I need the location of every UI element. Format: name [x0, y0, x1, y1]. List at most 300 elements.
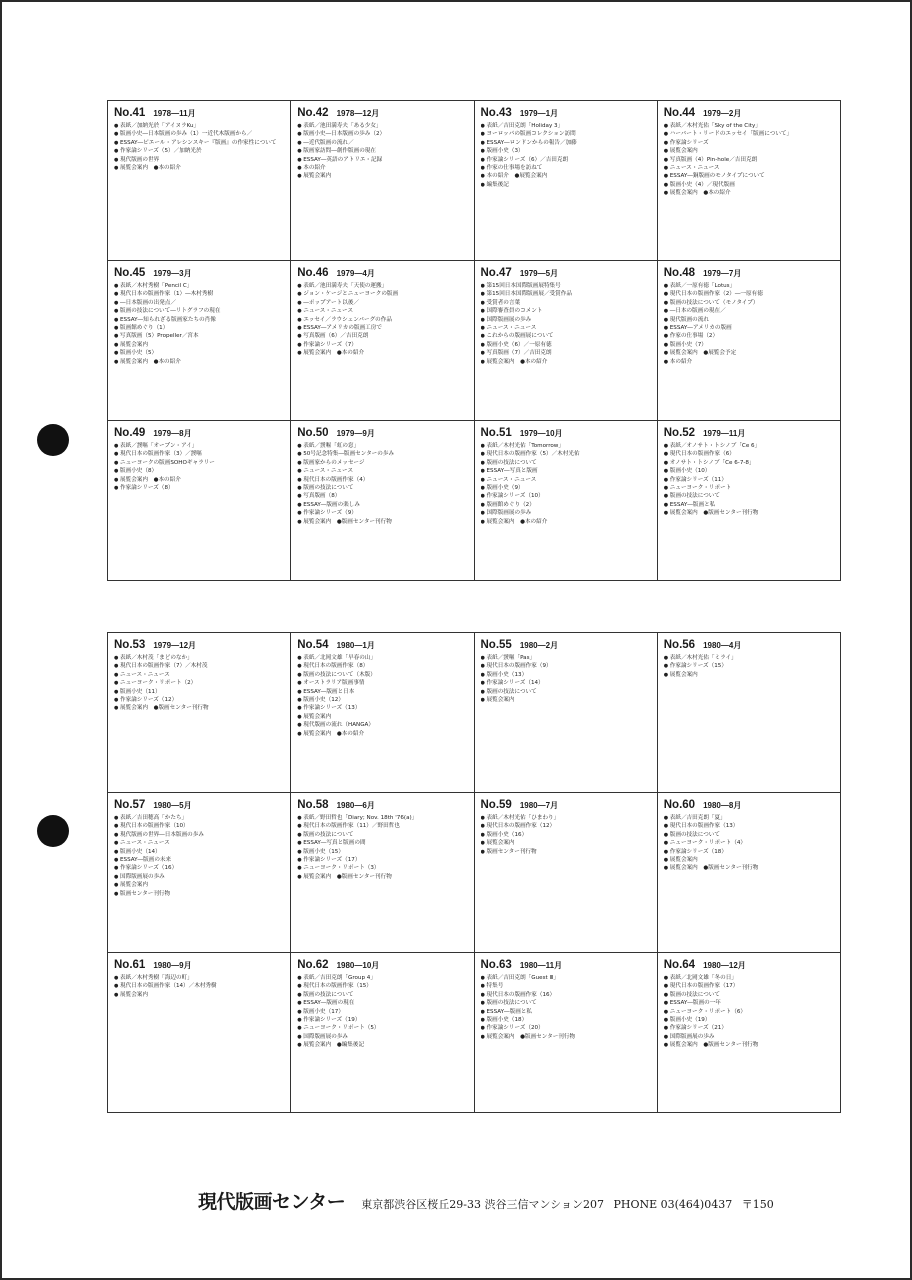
bullet-icon: ● — [114, 688, 119, 695]
contents-item — [297, 679, 468, 687]
contents-item-text: ESSAY―版画の一年 — [669, 1000, 721, 1007]
bullet-icon: ● — [480, 655, 485, 661]
contents-item — [481, 130, 652, 138]
contents-item-text: 版画の技法について―リトグラフの現在 — [120, 308, 221, 315]
issue-number: No.52 — [663, 427, 696, 439]
contents-item-text: ESSAY―ロンドンからの報告／加藤 — [486, 139, 577, 146]
issue-cell — [291, 101, 474, 261]
contents-item — [114, 831, 285, 839]
contents-item — [297, 688, 468, 696]
contents-item-text: ESSAY―ピエール・アレシンスキー『版画』の作家性について — [120, 139, 277, 146]
contents-item — [114, 358, 285, 366]
contents-item — [481, 982, 652, 990]
contents-item-text: 版画小史（5） — [120, 350, 158, 357]
issue-contents — [114, 654, 285, 713]
contents-item — [114, 696, 285, 704]
contents-item-text: ESSAY―写真と版画 — [486, 468, 538, 475]
contents-item-text: 現代日本の版画作家（13） — [669, 823, 739, 830]
issue-cell — [291, 421, 474, 581]
contents-item — [664, 459, 835, 467]
issue-number: No.62 — [297, 959, 329, 971]
issue-contents — [664, 122, 835, 198]
issue-contents — [481, 122, 652, 189]
contents-item — [664, 831, 835, 839]
bullet-icon: ● — [114, 283, 119, 289]
issue-cell — [291, 793, 474, 953]
contents-item — [114, 459, 285, 467]
bullet-icon: ● — [480, 131, 485, 138]
bullet-icon: ● — [663, 443, 669, 449]
contents-item — [114, 864, 285, 872]
bullet-icon: ● — [297, 325, 302, 332]
bullet-icon: ● — [114, 815, 119, 821]
contents-item — [664, 290, 835, 298]
contents-item-text: 国際版画展の歩み — [486, 510, 532, 517]
issue-number: No.47 — [480, 267, 512, 279]
bullet-icon: ● — [480, 139, 485, 146]
contents-item-text: ESSAY―版画の未来 — [120, 857, 172, 864]
contents-item-text: 展覧会案内 ●版画センター刊行物 — [120, 705, 209, 712]
bullet-icon: ● — [114, 341, 119, 348]
contents-item — [481, 316, 652, 324]
contents-item-text: ESSAY―版画の楽しみ — [303, 501, 360, 508]
bullet-icon: ● — [480, 680, 485, 687]
contents-item-text: 作家論シリーズ（10） — [486, 493, 544, 500]
bullet-icon: ● — [114, 299, 119, 306]
contents-item-text: 作家論シリーズ（17） — [303, 857, 361, 864]
bullet-icon: ● — [480, 476, 485, 483]
contents-item-text: 国際審査員のコメント — [486, 308, 543, 315]
contents-item-text: 展覧会案内 — [669, 148, 698, 155]
contents-item-text: 表紙／木村光佑「ミライ」 — [669, 655, 737, 661]
publisher-postal: 〒150 — [741, 1198, 774, 1211]
contents-item — [664, 1024, 835, 1032]
bullet-icon: ● — [114, 663, 119, 670]
contents-item — [297, 662, 468, 670]
contents-item-text: 現代日本の版画作家（7）／木村茂 — [120, 663, 208, 670]
contents-item — [114, 307, 285, 315]
contents-item — [664, 864, 835, 872]
contents-item-text: 版画の技法について — [303, 991, 354, 998]
bullet-icon: ● — [480, 1025, 485, 1032]
bullet-icon: ● — [114, 165, 119, 172]
bullet-icon: ● — [663, 476, 669, 483]
bullet-icon: ● — [480, 459, 485, 466]
issue-header — [114, 267, 285, 279]
contents-item-text: 展覧会案内 — [120, 341, 148, 348]
contents-item — [481, 662, 652, 670]
bullet-icon: ● — [297, 451, 302, 458]
contents-item-text: 表紙／池田満寿夫「ある少女」 — [303, 123, 382, 129]
bullet-icon: ● — [114, 882, 119, 889]
issue-contents — [114, 282, 285, 366]
bullet-icon: ● — [663, 283, 669, 289]
bullet-icon: ● — [297, 730, 302, 737]
contents-item — [664, 172, 835, 180]
bullet-icon: ● — [114, 705, 119, 712]
contents-item — [114, 282, 285, 290]
contents-item — [297, 316, 468, 324]
bullet-icon: ● — [480, 493, 485, 500]
bullet-icon: ● — [480, 283, 485, 289]
contents-item-text: 現代日本の版画作家（12） — [486, 823, 556, 830]
bullet-icon: ● — [297, 831, 302, 838]
issue-number: No.46 — [297, 267, 329, 279]
contents-item — [481, 839, 652, 847]
contents-item — [114, 341, 285, 349]
bullet-icon: ● — [663, 468, 669, 475]
contents-item-text: 版画小史（4）／現代版画 — [669, 181, 735, 188]
contents-item — [114, 164, 285, 172]
issue-contents — [481, 974, 652, 1041]
contents-item-text: 版画の技法について — [669, 991, 720, 998]
bullet-icon: ● — [297, 156, 302, 163]
contents-item-text: 現代日本の版画作家（8） — [303, 663, 369, 670]
contents-item-text: 表紙／木村光佑「Tomorrow」 — [486, 443, 564, 449]
contents-item — [664, 814, 835, 822]
contents-item-text: 版画の技法について（木版） — [303, 671, 376, 678]
issue-date: 1979―5月 — [519, 269, 559, 278]
contents-item-text: 本の紹介 ●展覧会案内 — [486, 173, 548, 180]
contents-item — [114, 982, 285, 990]
contents-item — [664, 492, 835, 500]
bullet-icon: ● — [114, 451, 119, 458]
contents-item-text: ESSAY―版画と私 — [486, 1008, 533, 1015]
issue-number: No.53 — [114, 639, 146, 651]
contents-item-text: 写真版画（4）Pin-hole／吉田克朗 — [669, 156, 758, 163]
contents-item-text: 展覧会案内 ●版画センター刊行物 — [669, 1042, 759, 1049]
issue-date: 1980―7月 — [519, 801, 559, 810]
issue-header — [114, 639, 285, 651]
contents-item — [481, 332, 652, 340]
bullet-icon: ● — [480, 697, 485, 704]
contents-item — [481, 450, 652, 458]
issue-header — [297, 427, 468, 439]
contents-item — [664, 848, 835, 856]
contents-item — [114, 873, 285, 881]
bullet-icon: ● — [114, 655, 119, 661]
issue-header — [664, 639, 835, 651]
contents-item — [297, 341, 468, 349]
issue-contents — [481, 442, 652, 526]
bullet-icon: ● — [297, 823, 302, 830]
contents-item — [664, 282, 835, 290]
contents-item — [297, 1016, 468, 1024]
issue-cell — [475, 101, 658, 261]
contents-item-text: ESSAY―英語のアトリエ・記録 — [303, 156, 383, 163]
contents-item — [481, 139, 652, 147]
contents-item — [481, 181, 652, 189]
bullet-icon: ● — [114, 476, 119, 483]
contents-item-text: ESSAY―知られざる版画家たちの肖像 — [120, 316, 216, 323]
contents-item — [297, 332, 468, 340]
bullet-icon: ● — [114, 991, 119, 998]
bullet-icon: ● — [297, 459, 302, 466]
bullet-icon: ● — [480, 123, 485, 129]
issue-cell — [475, 953, 658, 1113]
bullet-icon: ● — [297, 671, 302, 678]
contents-item-text: 展覧会案内 ●版画センター刊行物 — [486, 1033, 576, 1040]
contents-item-text: ESSAY―写真と版画の間 — [303, 840, 366, 847]
bullet-icon: ● — [114, 308, 119, 315]
bullet-icon: ● — [663, 663, 669, 670]
contents-item-text: ジョン・ケージとニューヨークの版画 — [303, 291, 399, 298]
bullet-icon: ● — [114, 485, 119, 492]
contents-item-text: 展覧会案内 ●版画センター刊行物 — [669, 510, 759, 517]
issue-date: 1979―7月 — [703, 269, 742, 278]
contents-item-text: 現代日本の版画作家（10） — [120, 823, 189, 830]
bullet-icon: ● — [663, 148, 669, 155]
issue-cell — [658, 261, 841, 421]
bullet-icon: ● — [663, 831, 669, 838]
bullet-icon: ● — [297, 873, 302, 880]
bullet-icon: ● — [480, 1017, 485, 1024]
issue-header — [664, 267, 835, 279]
contents-item — [481, 156, 652, 164]
bullet-icon: ● — [297, 680, 302, 687]
issue-header — [114, 427, 285, 439]
contents-item-text: 作家論シリーズ（5）／加納光於 — [120, 148, 202, 155]
bullet-icon: ● — [480, 451, 485, 458]
bullet-icon: ● — [663, 1008, 669, 1015]
bullet-icon: ● — [480, 181, 485, 188]
issue-number: No.63 — [480, 959, 512, 971]
issue-contents — [114, 442, 285, 492]
issue-contents — [297, 282, 468, 358]
contents-item-text: 展覧会案内 ●本の紹介 — [120, 476, 181, 483]
contents-item — [664, 156, 835, 164]
contents-item — [664, 1008, 835, 1016]
bullet-icon: ● — [663, 333, 669, 340]
bullet-icon: ● — [663, 325, 669, 332]
issue-cell — [108, 793, 291, 953]
contents-item-text: ニュース・ニュース — [120, 840, 170, 847]
contents-item — [481, 492, 652, 500]
issue-header — [481, 267, 652, 279]
bullet-icon: ● — [297, 165, 302, 172]
bullet-icon: ● — [114, 671, 119, 678]
issue-number: No.51 — [480, 427, 512, 439]
contents-item-text: 版画家からのメッセージ — [303, 459, 365, 466]
bullet-icon: ● — [663, 975, 669, 981]
contents-item-text: 展覧会案内 ●本の紹介 — [303, 730, 365, 737]
contents-item-text: 現代日本の版画作家（3）／靉嘔 — [120, 451, 202, 458]
contents-item — [297, 1008, 468, 1016]
contents-item — [664, 467, 835, 475]
bullet-icon: ● — [663, 165, 669, 172]
bullet-icon: ● — [663, 173, 669, 180]
contents-item — [114, 974, 285, 982]
bullet-icon: ● — [297, 350, 302, 357]
contents-item-text: 表紙／吉田克朗「夏」 — [669, 815, 726, 821]
contents-item-text: 展覧会案内 — [669, 857, 698, 864]
bullet-icon: ● — [297, 848, 302, 855]
contents-item-text: 版画の技法について — [486, 459, 537, 466]
bullet-icon: ● — [663, 1000, 669, 1007]
contents-item-text: 展覧会案内 ●版画センター刊行物 — [669, 865, 759, 872]
bullet-icon: ● — [114, 890, 119, 897]
bullet-icon: ● — [114, 873, 119, 880]
bullet-icon: ● — [114, 358, 119, 365]
bullet-icon: ● — [297, 697, 302, 704]
contents-item-text: 現代日本の版画作家（14）／木村秀樹 — [120, 983, 217, 990]
bullet-icon: ● — [297, 518, 302, 525]
bullet-icon: ● — [663, 1025, 669, 1032]
issue-date: 1980―9月 — [153, 961, 192, 970]
contents-item — [297, 290, 468, 298]
issue-number: No.43 — [480, 107, 512, 119]
bullet-icon: ● — [297, 468, 302, 475]
contents-item — [114, 991, 285, 999]
contents-item-text: 表紙／池田満寿夫「天使の運搬」 — [303, 283, 388, 289]
issue-cell — [108, 261, 291, 421]
bullet-icon: ● — [663, 291, 669, 298]
bullet-icon: ● — [480, 308, 485, 315]
contents-item-text: 表紙／北岡文雄「早春の山」 — [303, 655, 376, 661]
issue-cell — [291, 261, 474, 421]
issue-contents — [481, 814, 652, 856]
bullet-icon: ● — [480, 983, 485, 990]
contents-item-text: 表紙／木村光佑「ひまわり」 — [486, 815, 560, 821]
issue-contents — [664, 974, 835, 1050]
contents-item-text: 表紙／靉嘔「Pas」 — [486, 655, 536, 661]
contents-item — [114, 476, 285, 484]
contents-item — [664, 822, 835, 830]
contents-item-text: 第15回日本国際版画展／受賞作品 — [486, 291, 572, 298]
contents-item — [114, 688, 285, 696]
contents-item-text: ニューヨークの版画SOHOギャラリー — [120, 459, 215, 466]
contents-item-text: 展覧会案内 ●版画センター刊行物 — [303, 518, 392, 525]
bullet-icon: ● — [297, 1033, 302, 1040]
contents-item — [297, 1033, 468, 1041]
contents-item-text: 本の紹介 — [669, 358, 693, 365]
contents-item-text: 表紙／北岡文雄「冬の日」 — [669, 975, 737, 981]
contents-item-text: 作家論シリーズ（8） — [120, 485, 174, 492]
contents-item-text: 作家論シリーズ（21） — [669, 1025, 727, 1032]
bullet-icon: ● — [114, 148, 119, 155]
contents-item-text: ESSAY―銅版画のモノタイプについて — [669, 173, 765, 180]
bullet-icon: ● — [480, 316, 485, 323]
contents-item-text: 版画小史（19） — [669, 1017, 711, 1024]
issue-contents — [297, 974, 468, 1050]
bullet-icon: ● — [663, 299, 669, 306]
bullet-icon: ● — [297, 1042, 302, 1049]
contents-item-text: ESSAY―アメリカの版画 — [669, 325, 732, 332]
contents-item — [114, 290, 285, 298]
contents-item-text: 表紙／吉田穂高「かたち」 — [120, 815, 188, 821]
contents-item-text: 国際版画展の歩み — [120, 873, 165, 880]
bullet-icon: ● — [297, 443, 302, 449]
contents-item — [481, 442, 652, 450]
bullet-icon: ● — [114, 459, 119, 466]
contents-item-text: 版画小史（17） — [303, 1008, 344, 1015]
bullet-icon: ● — [480, 299, 485, 306]
contents-item-text: 表紙／吉田克朗「Group 4」 — [303, 975, 376, 981]
contents-item — [481, 1016, 652, 1024]
issue-cell — [108, 633, 291, 793]
contents-item — [297, 139, 468, 147]
bullet-icon: ● — [663, 840, 669, 847]
contents-item-text: 国際版画展の歩み — [303, 1033, 349, 1040]
contents-item — [114, 856, 285, 864]
bullet-icon: ● — [297, 485, 302, 492]
contents-item — [114, 814, 285, 822]
bullet-icon: ● — [480, 518, 485, 525]
contents-item — [481, 518, 652, 526]
contents-item-text: 編集後記 — [486, 181, 509, 188]
contents-item — [114, 156, 285, 164]
contents-item-text: 作家の仕事場（2） — [669, 333, 719, 340]
bullet-icon: ● — [663, 459, 669, 466]
contents-item-text: 現代版画の流れ（HANGA） — [303, 722, 374, 729]
contents-item-text: 展覧会案内 — [303, 173, 332, 180]
issue-number: No.64 — [663, 959, 696, 971]
contents-item — [297, 484, 468, 492]
bullet-icon: ● — [663, 848, 669, 855]
contents-item-text: ESSAY―版画と日本 — [303, 688, 355, 695]
issue-grid-lower — [107, 632, 841, 1113]
contents-item-text: 写真版画（6）／吉田克朗 — [303, 333, 369, 340]
issue-number: No.42 — [297, 107, 329, 119]
issue-contents — [664, 654, 835, 679]
bullet-icon: ● — [480, 663, 485, 670]
contents-item — [481, 282, 652, 290]
issue-number: No.56 — [663, 639, 696, 651]
contents-item — [297, 974, 468, 982]
contents-item-text: ニュース・ニュース — [669, 165, 720, 172]
contents-item — [481, 164, 652, 172]
contents-item — [664, 147, 835, 155]
issue-date: 1978―12月 — [336, 109, 380, 118]
contents-item — [481, 991, 652, 999]
issue-cell — [108, 421, 291, 581]
bullet-icon: ● — [663, 1033, 669, 1040]
contents-item — [481, 122, 652, 130]
contents-item-text: 表紙／木村光佑「Sky of the City」 — [669, 123, 761, 129]
contents-item — [481, 147, 652, 155]
contents-item-text: 版画小史―日本版画の歩み（2） — [303, 131, 386, 138]
issue-date: 1979―8月 — [153, 429, 192, 438]
contents-item-text: 版画小史（3） — [486, 148, 524, 155]
bullet-icon: ● — [480, 848, 485, 855]
contents-item-text: 版画の技法について — [669, 493, 720, 500]
contents-item-text: 版画館めぐり（2） — [486, 501, 535, 508]
contents-item — [297, 172, 468, 180]
bullet-icon: ● — [663, 156, 669, 163]
contents-item — [664, 662, 835, 670]
bullet-icon: ● — [297, 316, 302, 323]
issue-contents — [114, 122, 285, 172]
bullet-icon: ● — [297, 865, 302, 872]
publisher-phone: PHONE 03(464)0437 — [613, 1198, 733, 1211]
contents-item-text: 現代版画の流れ — [669, 316, 709, 323]
contents-item — [664, 307, 835, 315]
issue-date: 1979―11月 — [703, 429, 746, 438]
contents-item-text: 現代日本の版画作家（1）―木村秀樹 — [120, 291, 214, 298]
contents-item-text: 写真版画（5）Propeller／宮本 — [120, 333, 199, 340]
issue-number: No.54 — [297, 639, 329, 651]
contents-item — [114, 839, 285, 847]
contents-item-text: 現代日本の版画作家（2）―一原有徳 — [669, 291, 763, 298]
bullet-icon: ● — [480, 975, 485, 981]
contents-item — [481, 1008, 652, 1016]
contents-item — [664, 654, 835, 662]
issue-contents — [297, 442, 468, 526]
contents-item — [297, 147, 468, 155]
issue-date: 1979―1月 — [519, 109, 559, 118]
issue-contents — [664, 442, 835, 518]
bullet-icon: ● — [114, 865, 119, 872]
